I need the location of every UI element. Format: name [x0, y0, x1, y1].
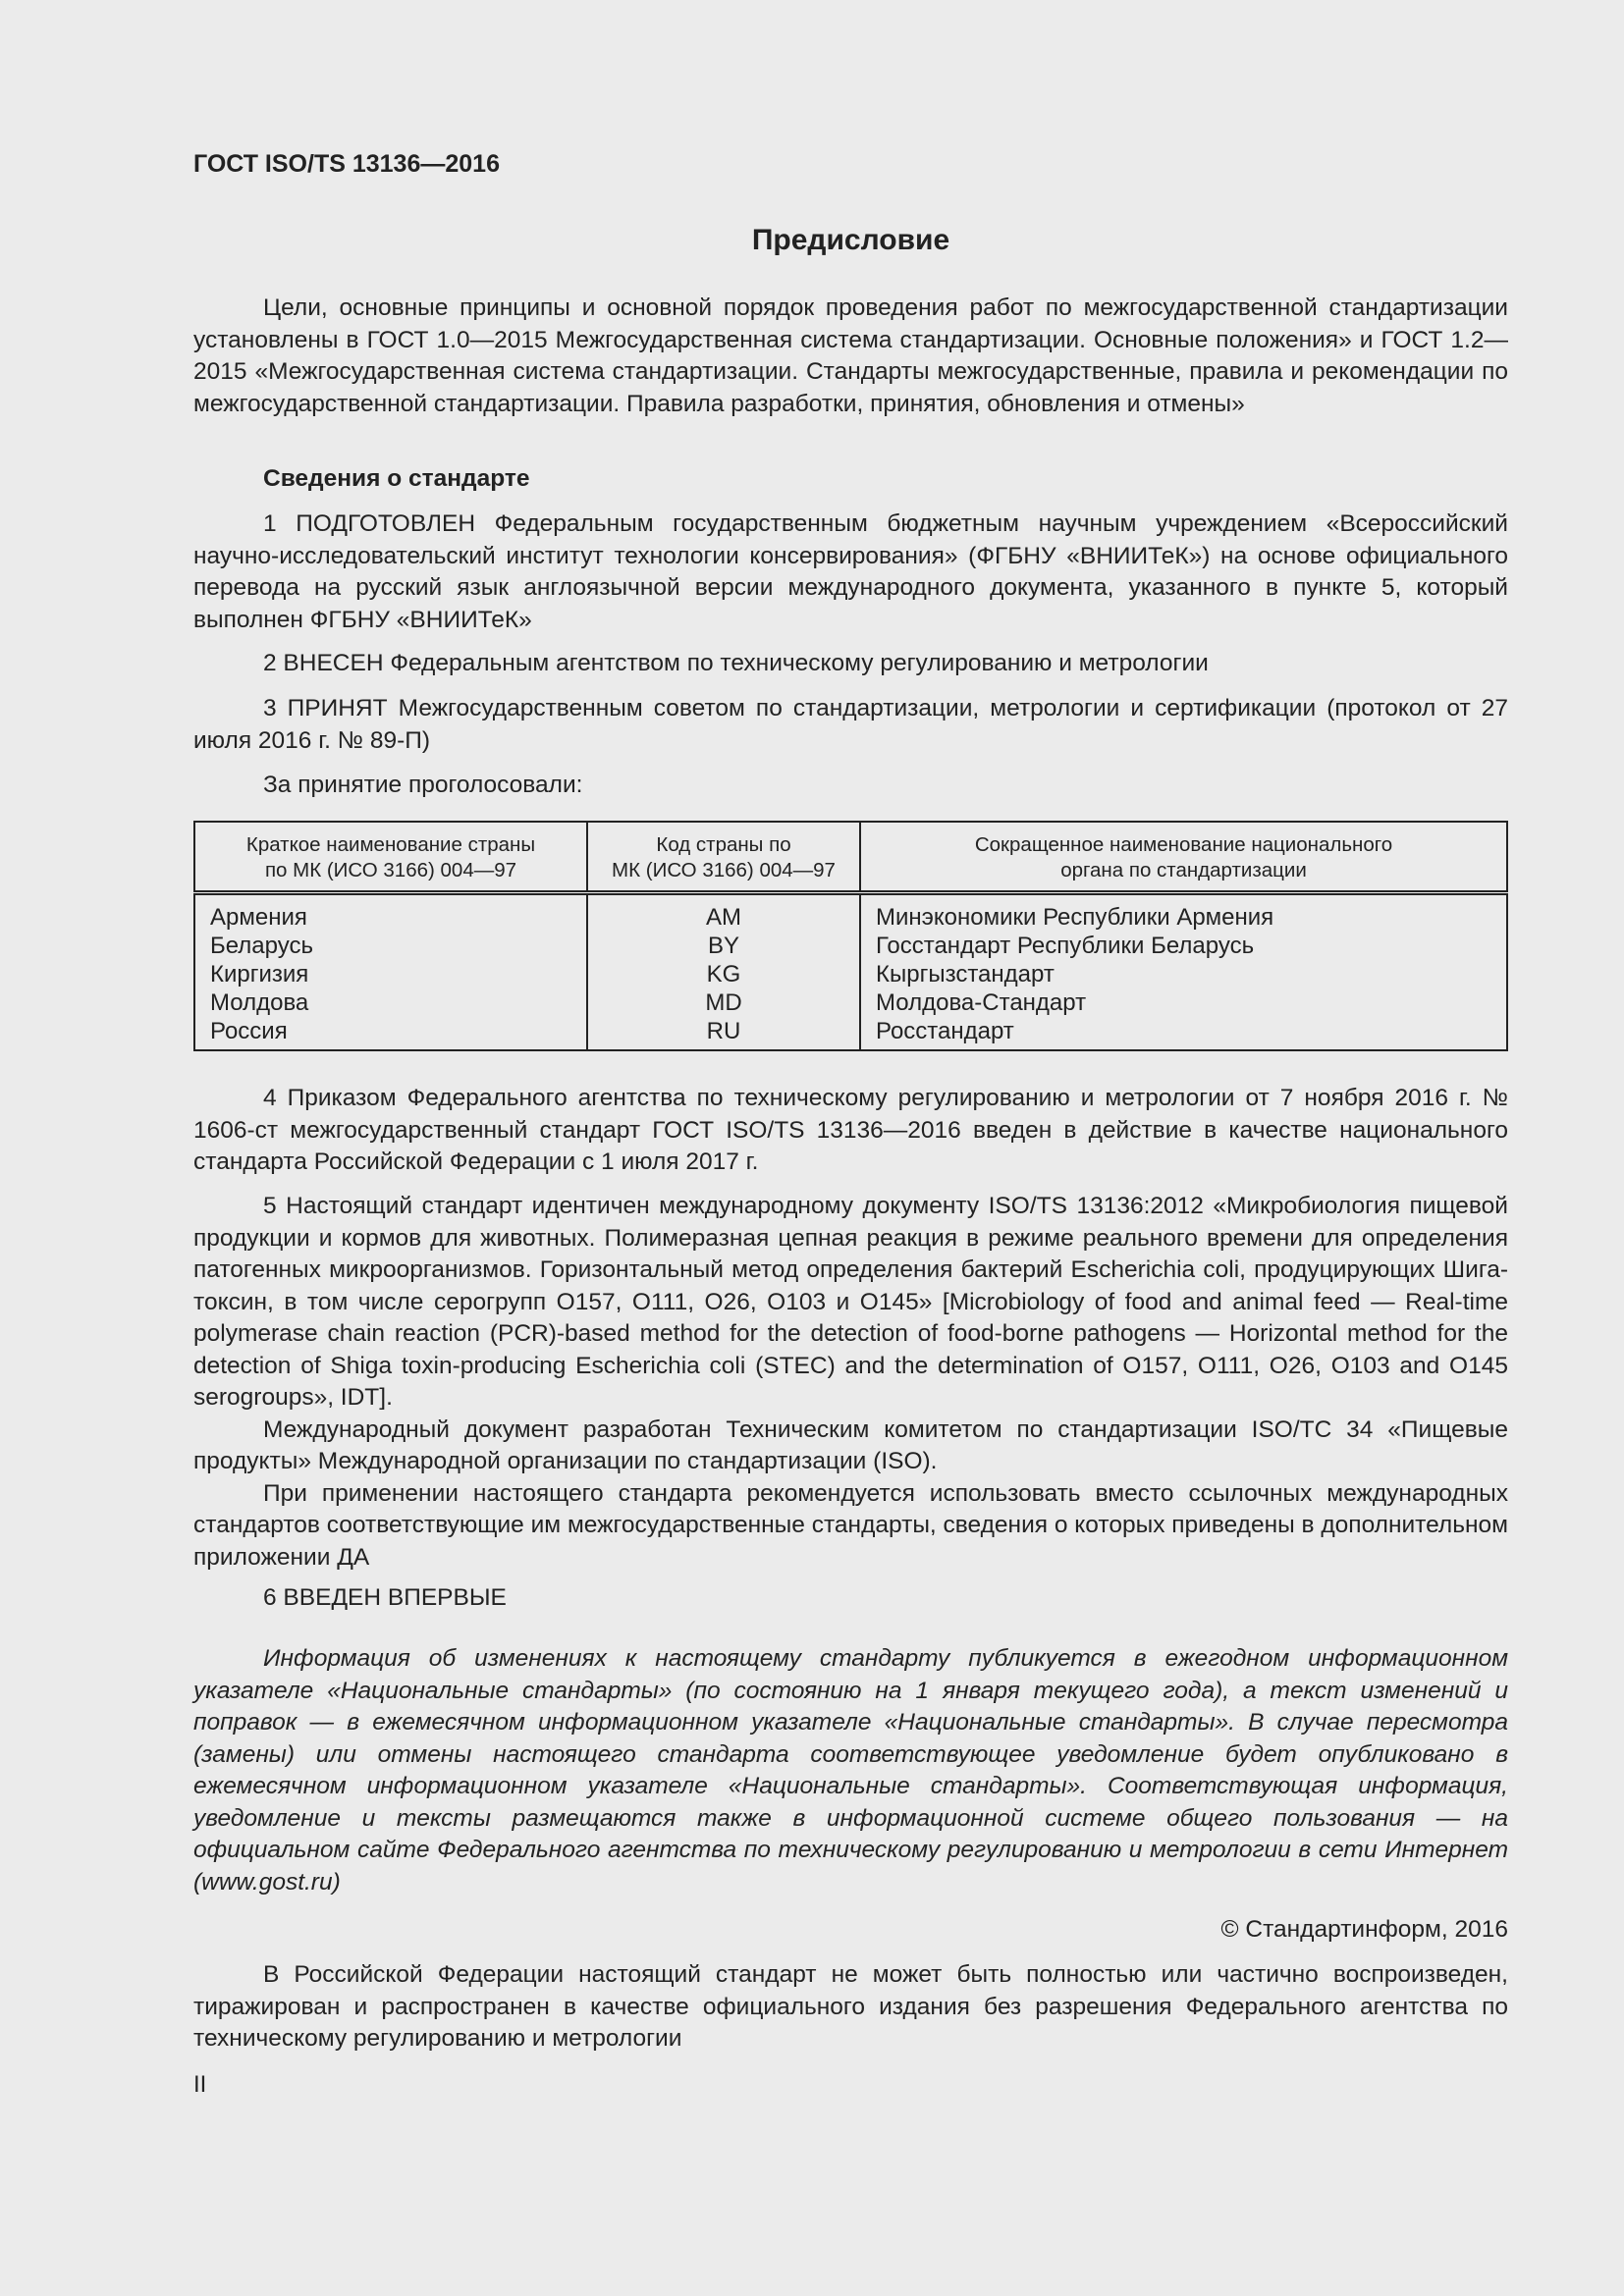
vote-intro: За принятие проголосовали: [263, 772, 583, 798]
copyright: © Стандартинформ, 2016 [1220, 1916, 1508, 1943]
body-cell: Кыргызстандарт [876, 961, 1055, 988]
code-cell: BY [707, 933, 739, 959]
item-6-paragraph: 6 ВВЕДЕН ВПЕРВЫЕ [263, 1584, 507, 1611]
info-notice: Информация об изменениях к настоящему стандарту публикуется в ежегодном информационном указателе «Национальные стандарты» (по состоянию на 1 января текущего года), а текст изменений и поправок — в ежемесячном информационном указателе «Национальные стандарты». В случае пересмотра (замены) или отмены настоящего стандарта соответствующее уведомление будет опубликовано в ежемесячном информационном указателе «Национальные стандарты». Соответствующая информация, уведомление и тексты размещаются также в информационной системе общего пользования — на официальном сайте Федерального агентства по техническому регулированию и метрологии в сети Интернет (www.gost.ru) [193, 1645, 1508, 1896]
intro-block [193, 293, 1508, 420]
document-code: ГОСТ ISO/TS 13136—2016 [193, 150, 500, 178]
header-body-line1: Сокращенное наименование национального [974, 833, 1393, 856]
country-cell: Беларусь [210, 933, 313, 959]
header-code-line2: МК (ИСО 3166) 004—97 [612, 859, 836, 881]
header-body-line2: органа по стандартизации [1060, 859, 1307, 881]
country-column [194, 893, 587, 1051]
country-cell: Молдова [210, 989, 309, 1016]
reproduction-notice: В Российской Федерации настоящий стандарт не может быть полностью или частично воспроизведен, тиражирован и распространен в качестве официального издания без разрешения Федерального агентства по техническому регулированию и метрологии [193, 1961, 1508, 2052]
item3-block [193, 693, 1508, 757]
country-cell: Россия [210, 1018, 288, 1044]
table-body-row [194, 893, 1507, 1051]
copyright-block [193, 1914, 1508, 1947]
code-column [587, 893, 860, 1051]
code-cell: KG [706, 961, 741, 988]
vote-intro-block [193, 770, 1508, 802]
page-title: Предисловие [751, 224, 950, 256]
code-cell: AM [706, 904, 741, 931]
header-body [860, 822, 1507, 893]
item1-block [193, 508, 1508, 636]
header-country [194, 822, 587, 893]
voting-table-block [193, 821, 1508, 1051]
code-cell: RU [706, 1018, 741, 1044]
body-column [860, 893, 1507, 1051]
item4-block [193, 1083, 1508, 1179]
item-3-paragraph: 3 ПРИНЯТ Межгосударственным советом по стандартизации, метрологии и сертификации (протокол от 27 июля 2016 г. № 89-П) [193, 695, 1508, 754]
header-code-line1: Код страны по [656, 833, 791, 856]
info-notice-block [193, 1643, 1508, 1898]
header-country-line2: по МК (ИСО 3166) 004—97 [264, 859, 517, 881]
section-heading: Сведения о стандарте [263, 465, 530, 492]
item-4-paragraph: 4 Приказом Федерального агентства по техническому регулированию и метрологии от 7 ноября 2016 г. № 1606-ст межгосударственный стандарт ГОСТ ISO/TS 13136—2016 введен в действие в качестве национального стандарта Российской Федерации с 1 июля 2017 г. [193, 1085, 1508, 1175]
reproduction-block [193, 1959, 1508, 2056]
item-5-paragraph-3: При применении настоящего стандарта рекомендуется использовать вместо ссылочных международных стандартов соответствующие им межгосударственные стандарты, сведения о которых приведены в дополнительном приложении ДА [193, 1479, 1508, 1571]
country-cell: Киргизия [210, 961, 309, 988]
code-cell: MD [705, 989, 742, 1016]
voting-table [193, 821, 1508, 1051]
intro-paragraph: Цели, основные принципы и основной порядок проведения работ по межгосударственной стандартизации установлены в ГОСТ 1.0—2015 Межгосударственная система стандартизации. Основные положения» и ГОСТ 1.2—2015 «Межгосударственная система стандартизации. Стандарты межгосударственные, правила и рекомендации по межгосударственной стандартизации. Правила разработки, принятия, обновления и отмены» [193, 294, 1508, 417]
item-1-paragraph: 1 ПОДГОТОВЛЕН Федеральным государственным бюджетным научным учреждением «Всероссийский научно-исследовательский институт технологии консервирования» (ФГБНУ «ВНИИТеК») на основе официального перевода на русский язык англоязычной версии международного документа, указанного в пункте 5, который выполнен ФГБНУ «ВНИИТеК» [193, 510, 1508, 633]
item-5-paragraph: 5 Настоящий стандарт идентичен международному документу ISO/TS 13136:2012 «Микробиология пищевой продукции и кормов для животных. Полимеразная цепная реакция в режиме реального времени для определения патогенных микроорганизмов. Горизонтальный метод определения бактерий Escherichia coli, продуцирующих Шига-токсин, в том числе серогрупп O157, O111, O26, O103 и O145» [Microbiology of food and animal feed — Real-time polymerase chain reaction (PCR)-based method for the detection of food-borne pathogens — Horizontal method for the detection of Shiga toxin-producing Escherichia coli (STEC) and the determination of O157, O111, O26, O103 and O145 serogroups», IDT]. [193, 1193, 1508, 1411]
item5-block [193, 1191, 1508, 1574]
item6-block [193, 1582, 1508, 1615]
page-number: II [193, 2071, 207, 2098]
table-header-row [194, 822, 1507, 893]
body-cell: Минэкономики Республики Армения [876, 904, 1274, 931]
item-5-paragraph-2: Международный документ разработан Техническим комитетом по стандартизации ISO/TC 34 «Пищевые продукты» Международной организации по стандартизации (ISO). [193, 1415, 1508, 1474]
header-code [587, 822, 860, 893]
country-cell: Армения [210, 904, 307, 931]
header-country-line1: Краткое наименование страны [245, 833, 536, 856]
item2-block [193, 648, 1508, 680]
body-cell: Госстандарт Республики Беларусь [876, 933, 1255, 959]
body-cell: Молдова-Стандарт [876, 989, 1087, 1016]
section-heading-block [193, 463, 1508, 496]
body-cell: Росстандарт [876, 1018, 1014, 1044]
item-2-paragraph: 2 ВНЕСЕН Федеральным агентством по техническому регулированию и метрологии [263, 650, 1209, 676]
